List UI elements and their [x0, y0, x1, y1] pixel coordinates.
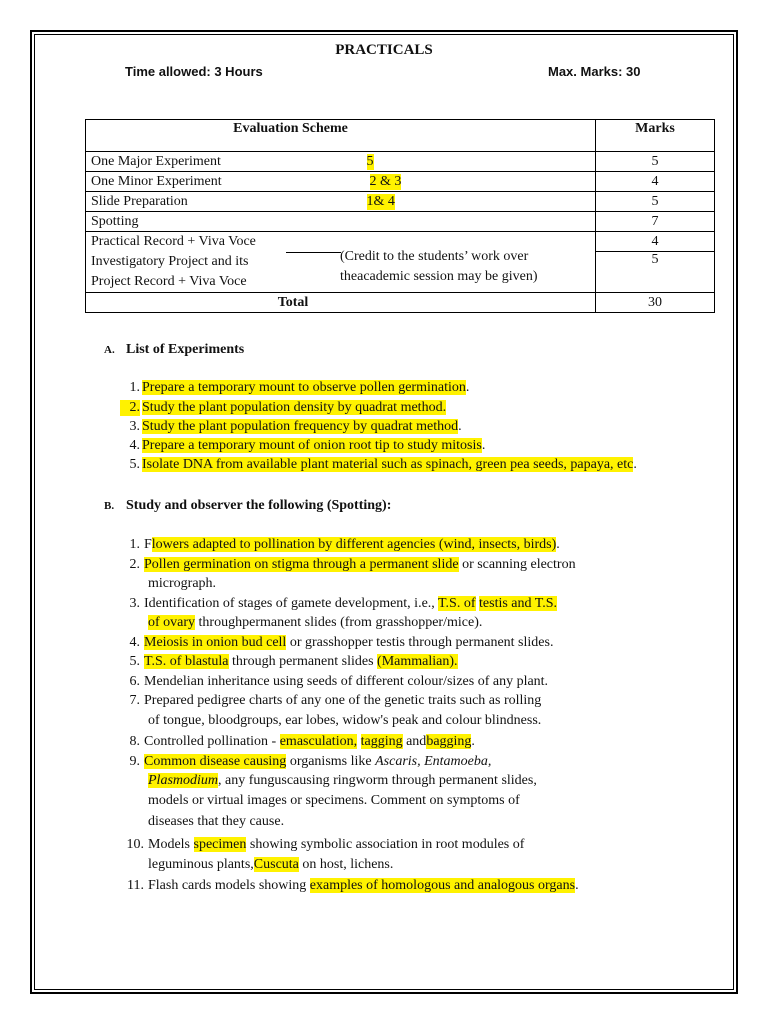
- total-label: Total: [86, 293, 596, 313]
- item-text-highlight: T.S. of blastula: [144, 654, 229, 669]
- item-text: throughpermanent slides (from grasshopper/mice).: [195, 615, 483, 630]
- list-item-continuation: diseases that they cause.: [148, 814, 285, 829]
- item-text-highlight: examples of homologous and analogous organs: [309, 878, 576, 893]
- row-label: Slide Preparation: [91, 193, 188, 209]
- item-text: or scanning electron: [458, 557, 576, 572]
- list-item-continuation: micrograph.: [148, 576, 217, 591]
- item-number: 3.: [129, 419, 140, 434]
- section-a-title: List of Experiments: [126, 342, 245, 357]
- table-total-row: [86, 293, 715, 313]
- row-label-line2: Project Record + Viva Voce: [91, 273, 247, 289]
- item-number: 3.: [129, 596, 140, 611]
- list-item: [112, 635, 553, 651]
- row-label: One Minor Experiment: [91, 173, 222, 189]
- list-item: [104, 878, 579, 894]
- section-b-letter: B.: [104, 500, 115, 512]
- item-text: Prepare a temporary mount of onion root tip to study mitosis: [142, 438, 482, 453]
- item-tail: .: [633, 457, 637, 472]
- item-number: 7.: [129, 693, 140, 708]
- item-text-highlight: Pollen germination on stigma through a permanent slide: [144, 557, 459, 572]
- item-number: 4.: [129, 635, 140, 650]
- list-item: [112, 537, 560, 553]
- header-evaluation-scheme: Evaluation Scheme: [86, 120, 596, 152]
- list-item: [104, 837, 524, 853]
- item-text: and: [402, 734, 427, 749]
- item-text: or grasshopper testis through permanent slides.: [286, 635, 554, 650]
- item-text-highlight: lowers adapted to pollination by different agencies (wind, insects, birds): [151, 537, 557, 552]
- item-number: 10.: [126, 837, 144, 852]
- section-b-heading: [104, 498, 391, 514]
- row-label: Practical Record + Viva Voce: [86, 232, 596, 252]
- item-text-highlight: Plasmodium: [148, 773, 218, 788]
- row-marks: 5: [596, 192, 715, 212]
- item-text: Flash cards models showing: [148, 878, 310, 893]
- total-marks: 30: [596, 293, 715, 313]
- item-number: 11.: [127, 878, 144, 893]
- list-item-continuation: [148, 773, 537, 789]
- item-text-highlight: of ovary: [148, 615, 196, 630]
- table-header-row: [86, 120, 715, 152]
- row-marks: 5: [596, 152, 715, 172]
- item-text: .: [575, 878, 579, 893]
- list-item: [120, 457, 637, 473]
- list-item-continuation: models or virtual images or specimens. Comment on symptoms of: [148, 793, 520, 808]
- item-text: , any funguscausing ringworm through permanent slides,: [218, 773, 537, 788]
- item-text: .: [556, 537, 560, 552]
- header-marks: Marks: [596, 120, 715, 152]
- row-label-line1: Investigatory Project and its: [91, 253, 249, 269]
- row-tag: 2 & 3: [369, 173, 402, 189]
- item-text-highlight: Cuscuta: [253, 857, 299, 872]
- item-text: showing symbolic association in root modules of: [246, 837, 525, 852]
- item-number: 9.: [129, 754, 140, 769]
- item-text-highlight: bagging: [426, 734, 472, 749]
- item-text-highlight: T.S. of: [438, 596, 476, 611]
- item-text: F: [144, 537, 152, 552]
- item-number: 1.: [129, 537, 140, 552]
- list-item: [112, 734, 475, 750]
- list-item: [112, 674, 548, 690]
- list-item: [112, 693, 541, 709]
- item-text-highlight: Meiosis in onion bud cell: [144, 635, 287, 650]
- table-row: [86, 192, 715, 212]
- item-number: 6.: [129, 674, 140, 689]
- max-marks: Max. Marks: 30: [548, 64, 641, 79]
- item-text: Models: [148, 837, 194, 852]
- item-number: 5.: [129, 457, 140, 472]
- item-text: Identification of stages of gamete development, i.e.,: [144, 596, 439, 611]
- time-allowed: Time allowed: 3 Hours: [125, 64, 263, 79]
- item-tail: .: [481, 438, 486, 453]
- table-row: [86, 212, 715, 232]
- row-tag: 5: [366, 153, 374, 169]
- item-text-highlight: testis and T.S.: [479, 596, 558, 611]
- item-text-highlight: (Mammalian).: [377, 654, 458, 669]
- item-text: on host, lichens.: [298, 857, 394, 872]
- list-item-continuation: [148, 857, 393, 873]
- row-marks: 7: [596, 212, 715, 232]
- list-item: [120, 380, 469, 396]
- item-text: Isolate DNA from available plant material such as spinach, green pea seeds, papaya, etc: [142, 457, 634, 472]
- list-item-continuation: [148, 615, 482, 631]
- item-number: 5.: [129, 654, 140, 669]
- list-item: [120, 400, 446, 416]
- item-number: 2.: [120, 400, 140, 416]
- item-tail: .: [465, 380, 470, 395]
- credit-note: [340, 247, 537, 287]
- section-a-heading: [104, 342, 244, 358]
- credit-note-line2: theacademic session may be given): [340, 269, 538, 284]
- table-row: [86, 172, 715, 192]
- item-text: Prepare a temporary mount to observe pollen germination: [142, 380, 466, 395]
- row-marks: 5: [596, 252, 715, 293]
- item-tail: .: [458, 419, 462, 434]
- item-text: Study the plant population frequency by quadrat method: [142, 419, 459, 434]
- item-text-highlight: emasculation,: [279, 734, 358, 749]
- list-item: [120, 419, 462, 435]
- list-item: [112, 654, 458, 670]
- item-number: 2.: [129, 557, 140, 572]
- section-a-letter: A.: [104, 344, 115, 356]
- item-text: Mendelian inheritance using seeds of different colour/sizes of any plant.: [144, 674, 549, 689]
- item-text-highlight: Common disease causing: [144, 754, 287, 769]
- item-text: organisms like: [286, 754, 376, 769]
- item-text: through permanent slides: [228, 654, 378, 669]
- item-number: 8.: [129, 734, 140, 749]
- row-label: One Major Experiment: [91, 153, 221, 169]
- item-text: Controlled pollination -: [144, 734, 280, 749]
- list-item: [112, 557, 576, 573]
- item-text-highlight: specimen: [193, 837, 247, 852]
- table-row: [86, 152, 715, 172]
- item-text-highlight: tagging: [360, 734, 403, 749]
- row-label: Spotting: [86, 212, 596, 232]
- list-item: [112, 754, 491, 770]
- list-item: [112, 596, 557, 612]
- item-text-italic: Ascaris, Entamoeba,: [375, 754, 492, 769]
- item-text: Prepared pedigree charts of any one of the genetic traits such as rolling: [144, 693, 542, 708]
- row-tag: 1& 4: [366, 193, 395, 209]
- note-connector-line: [286, 252, 341, 253]
- page-title: PRACTICALS: [335, 42, 433, 58]
- list-item: [120, 438, 485, 454]
- row-marks: 4: [596, 232, 715, 252]
- row-marks: 4: [596, 172, 715, 192]
- item-text: Study the plant population density by quadrat method.: [142, 400, 447, 415]
- item-number: 1.: [129, 380, 140, 395]
- credit-note-line1: (Credit to the students’ work over: [340, 249, 529, 264]
- item-number: 4.: [129, 438, 140, 453]
- list-item-continuation: of tongue, bloodgroups, ear lobes, widow's peak and colour blindness.: [148, 713, 542, 728]
- item-text: .: [471, 734, 475, 749]
- section-b-title: Study and observer the following (Spotting):: [126, 498, 392, 513]
- item-text: leguminous plants,: [148, 857, 254, 872]
